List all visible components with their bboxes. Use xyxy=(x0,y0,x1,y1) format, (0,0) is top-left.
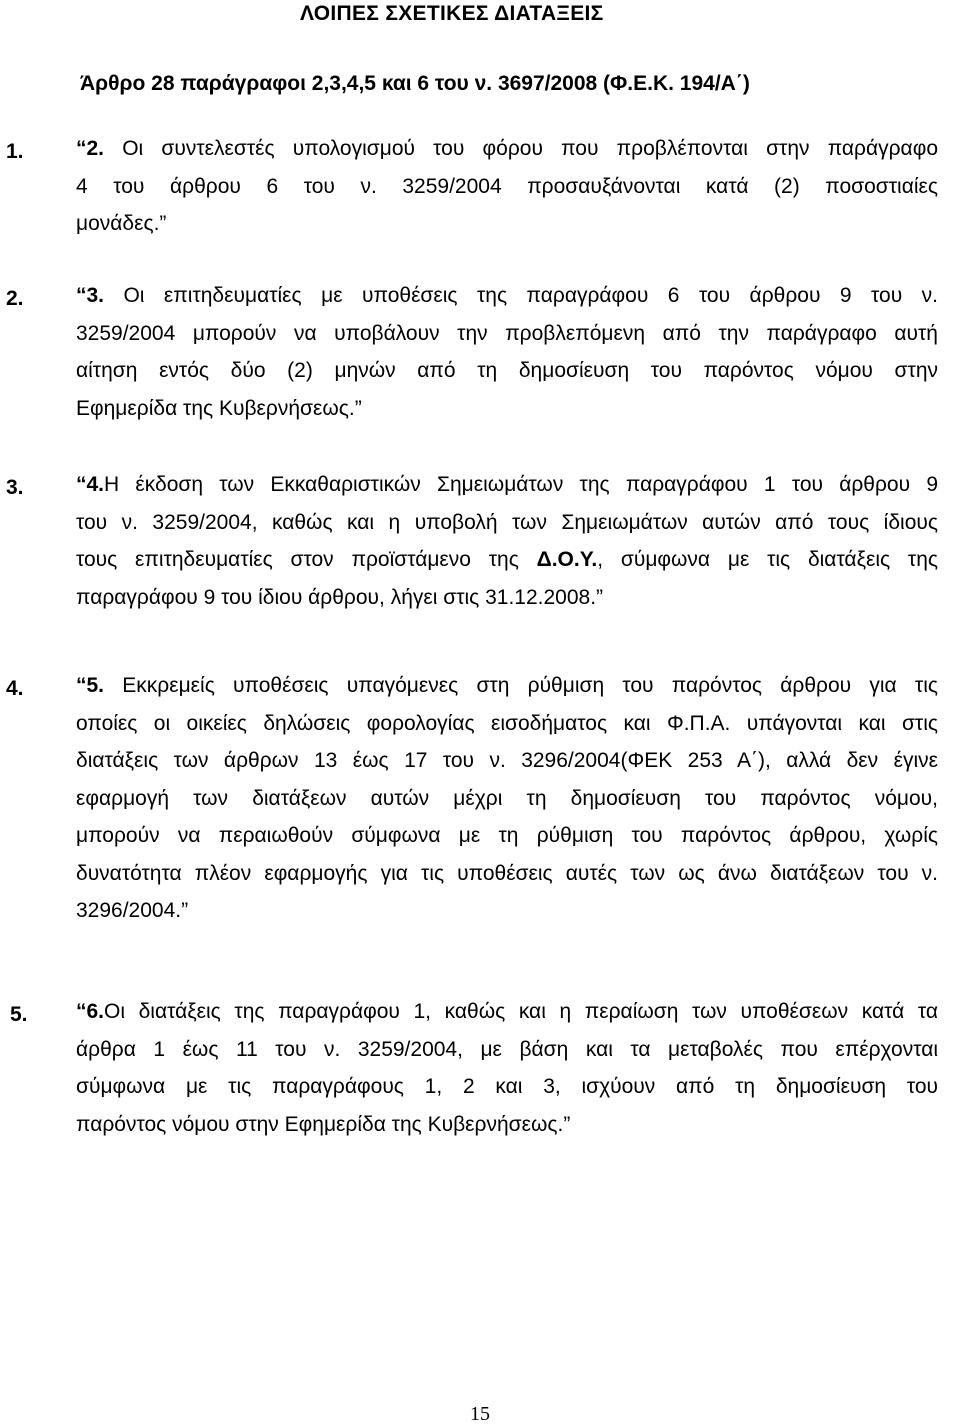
subparagraph-number: “6. xyxy=(76,1000,105,1023)
paragraph-line: άρθρα 1 έως 11 του ν. 3259/2004, με βάση και τα μεταβολές που επέρχονται xyxy=(76,1037,938,1061)
paragraph-line: παρόντος νόμου στην Εφημερίδα της Κυβερνήσεως.” xyxy=(76,1112,571,1136)
paragraph-line: 4 του άρθρου 6 του ν. 3259/2004 προσαυξάνονται κατά (2) ποσοστιαίες xyxy=(76,174,938,198)
paragraph-line: “2. Οι συντελεστές υπολογισμού του φόρου που προβλέπονται στην παράγραφο xyxy=(76,137,938,160)
subparagraph-number: “3. xyxy=(76,284,105,307)
paragraph-line: του ν. 3259/2004, καθώς και η υποβολή των Σημειωμάτων αυτών από τους ίδιους xyxy=(76,510,938,534)
paragraph-line: “6.Οι διατάξεις της παραγράφου 1, καθώς και η περαίωση των υποθέσεων κατά τα xyxy=(76,1000,938,1023)
paragraph-line: οποίες οι οικείες δηλώσεις φορολογίας εισοδήματος και Φ.Π.Α. υπάγονται και στις xyxy=(76,711,938,735)
item-3-paragraph xyxy=(76,466,938,616)
item-4-paragraph xyxy=(76,667,938,930)
subparagraph-number: “4. xyxy=(76,473,105,496)
item-1-paragraph xyxy=(76,130,938,243)
item-number: 1. xyxy=(6,140,24,163)
item-number: 5. xyxy=(10,1003,28,1026)
item-number: 3. xyxy=(6,476,24,499)
paragraph-line: Εφημερίδα της Κυβερνήσεως.” xyxy=(76,396,362,420)
paragraph-line: σύμφωνα με τις παραγράφους 1, 2 και 3, ισχύουν από τη δημοσίευση του xyxy=(76,1075,938,1098)
article-subheading: Άρθρο 28 παράγραφοι 2,3,4,5 και 6 του ν. 3697/2008 (Φ.Ε.Κ. 194/Α΄) xyxy=(80,72,750,95)
page-number: 15 xyxy=(470,1403,490,1425)
paragraph-line: “3. Οι επιτηδευματίες με υποθέσεις της παραγράφου 6 του άρθρου 9 του ν. xyxy=(76,284,938,307)
item-number: 2. xyxy=(6,287,24,310)
paragraph-line: παραγράφου 9 του ίδιου άρθρου, λήγει στις 31.12.2008.” xyxy=(76,585,604,609)
paragraph-line: τους επιτηδευματίες στον προϊστάμενο της Δ.Ο.Υ., σύμφωνα με τις διατάξεις της xyxy=(76,548,938,571)
paragraph-line: διατάξεις των άρθρων 13 έως 17 του ν. 3296/2004(ΦΕΚ 253 Α΄), αλλά δεν έγινε xyxy=(76,749,938,772)
paragraph-line: μονάδες.” xyxy=(76,212,167,235)
item-5-paragraph xyxy=(76,993,938,1143)
paragraph-line: 3296/2004.” xyxy=(76,899,189,922)
paragraph-line: “5. Εκκρεμείς υποθέσεις υπαγόμενες στη ρύθμιση του παρόντος άρθρου για τις xyxy=(76,674,938,697)
paragraph-line: μπορούν να περαιωθούν σύμφωνα με τη ρύθμιση του παρόντος άρθρου, χωρίς xyxy=(76,824,938,847)
abbreviation: Δ.Ο.Υ. xyxy=(536,548,598,571)
paragraph-line: δυνατότητα πλέον εφαρμογής για τις υποθέσεις αυτές των ως άνω διατάξεων του ν. xyxy=(76,861,938,885)
paragraph-line: “4.Η έκδοση των Εκκαθαριστικών Σημειωμάτων της παραγράφου 1 του άρθρου 9 xyxy=(76,473,938,496)
item-2-paragraph xyxy=(76,277,938,427)
paragraph-line: εφαρμογή των διατάξεων αυτών μέχρι τη δημοσίευση του παρόντος νόμου, xyxy=(76,786,938,810)
subparagraph-number: “2. xyxy=(76,137,105,160)
paragraph-line: 3259/2004 μπορούν να υποβάλουν την προβλεπόμενη από την παράγραφο αυτή xyxy=(76,321,938,345)
section-heading: ΛΟΙΠΕΣ ΣΧΕΤΙΚΕΣ ΔΙΑΤΑΞΕΙΣ xyxy=(300,2,604,25)
item-number: 4. xyxy=(6,677,24,700)
paragraph-line: αίτηση εντός δύο (2) μηνών από τη δημοσίευση του παρόντος νόμου στην xyxy=(76,359,938,382)
subparagraph-number: “5. xyxy=(76,674,105,697)
